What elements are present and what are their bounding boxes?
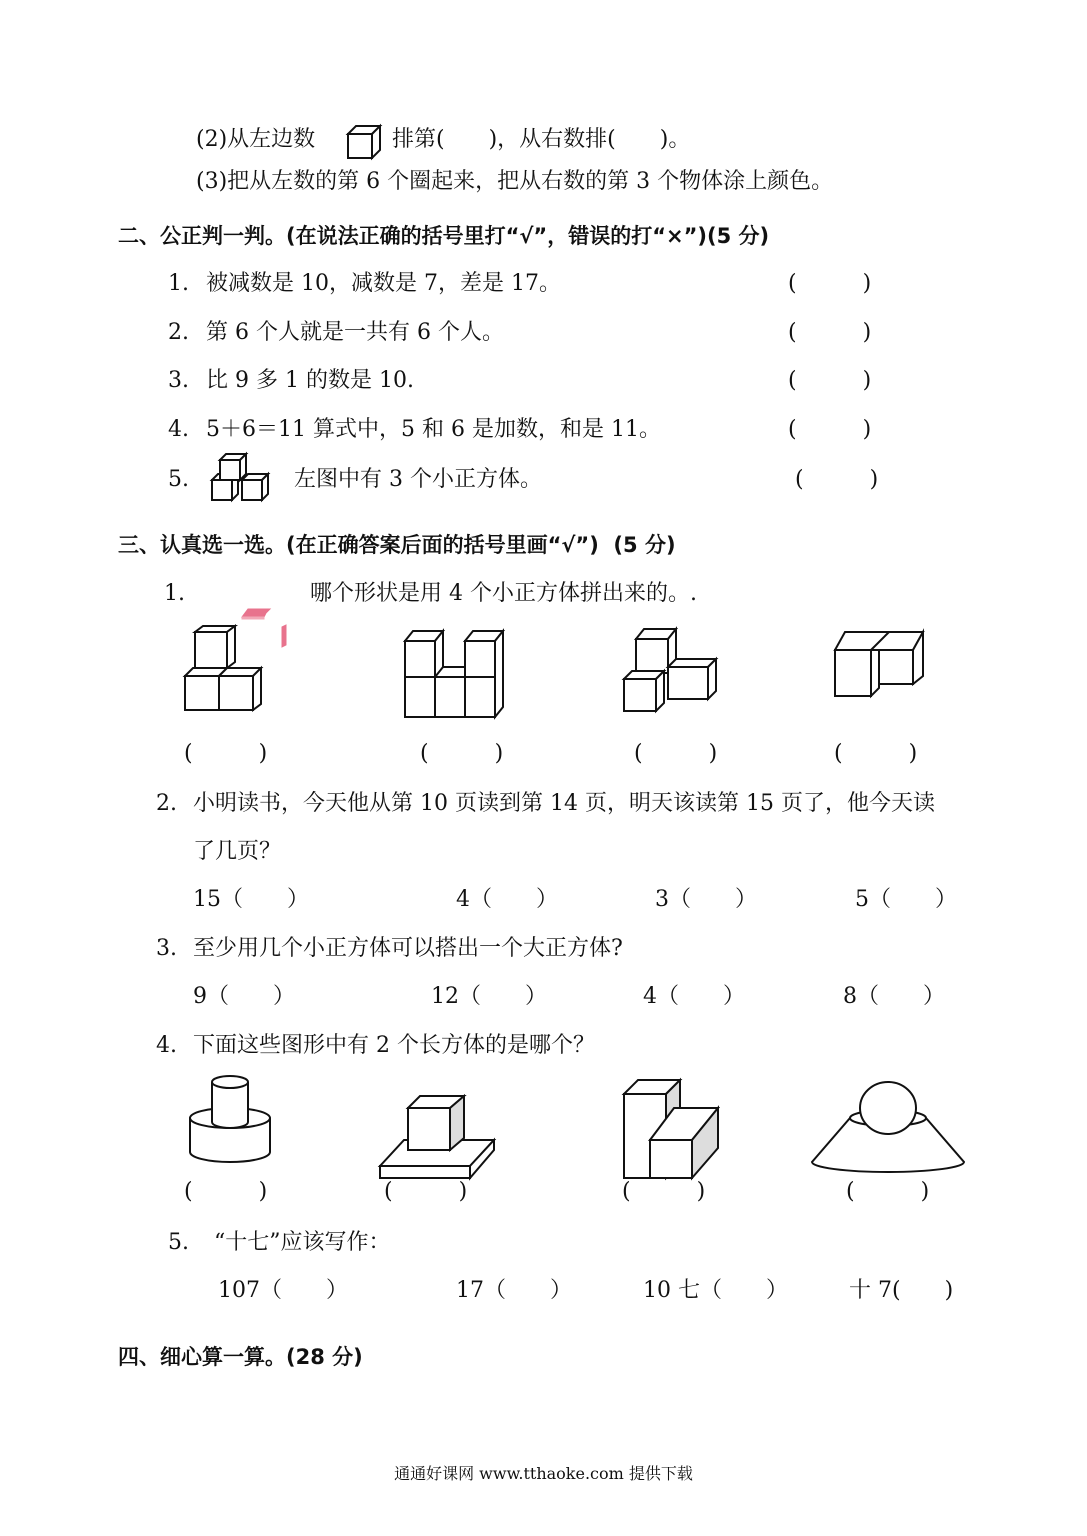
ball-on-cone-figure xyxy=(810,1078,966,1176)
cube-icon xyxy=(344,124,384,162)
judge-4-text: 5＋6＝11 算式中，5 和 6 是加数，和是 11。 xyxy=(206,417,661,442)
choice-4-paren-b[interactable]: ( ) xyxy=(384,1179,468,1204)
choice-2-num: 2. xyxy=(156,791,177,816)
choice-5-option-a[interactable]: 107（ ） xyxy=(218,1278,348,1303)
cube-on-slab-figure xyxy=(378,1092,496,1184)
q3-text: (3)把从左数的第 6 个圈起来，把从右数的第 3 个物体涂上颜色。 xyxy=(196,169,834,194)
judge-5-text: 左图中有 3 个小正方体。 xyxy=(294,467,542,492)
choice-2-option-a[interactable]: 15（ ） xyxy=(193,887,309,912)
choice-3-option-d[interactable]: 8（ ） xyxy=(843,984,945,1009)
choice-5-option-d[interactable]: 十 7( ) xyxy=(849,1278,954,1303)
choice-4-paren-c[interactable]: ( ) xyxy=(622,1179,706,1204)
judge-1-num: 1. xyxy=(168,271,189,296)
choice-1-paren-b[interactable]: ( ) xyxy=(420,741,504,766)
choice-1-paren-d[interactable]: ( ) xyxy=(834,741,918,766)
shape-c-figure xyxy=(622,627,722,715)
choice-4-text: 下面这些图形中有 2 个长方体的是哪个？ xyxy=(193,1033,595,1058)
judge-1-text: 被减数是 10，减数是 7，差是 17。 xyxy=(206,271,561,296)
cylinder-stack-figure xyxy=(188,1072,274,1164)
choice-4-paren-a[interactable]: ( ) xyxy=(184,1179,268,1204)
page-footer: 通通好课网 www.tthaoke.com 提供下载 xyxy=(394,1464,693,1483)
judge-3-text: 比 9 多 1 的数是 10. xyxy=(206,368,414,393)
choice-1-text: 哪个形状是用 4 个小正方体拼出来的。. xyxy=(310,581,697,606)
three-cubes-figure xyxy=(208,452,274,508)
judge-2-answer[interactable]: ( ) xyxy=(788,320,872,345)
choice-2-option-d[interactable]: 5（ ） xyxy=(855,887,957,912)
choice-1-num: 1. xyxy=(164,581,185,606)
choice-2-line1: 小明读书，今天他从第 10 页读到第 14 页，明天该读第 15 页了，他今天读 xyxy=(193,791,935,816)
judge-2-num: 2. xyxy=(168,320,189,345)
shape-d-figure xyxy=(833,630,933,700)
choice-3-text: 至少用几个小正方体可以搭出一个大正方体? xyxy=(193,936,623,961)
shape-b-figure xyxy=(403,627,508,719)
judge-4-answer[interactable]: ( ) xyxy=(788,417,872,442)
choice-3-option-a[interactable]: 9（ ） xyxy=(193,984,295,1009)
choice-3-option-b[interactable]: 12（ ） xyxy=(431,984,547,1009)
judge-5-num: 5. xyxy=(168,467,189,492)
judge-2-text: 第 6 个人就是一共有 6 个人。 xyxy=(206,320,504,345)
choice-5-text: “十七”应该写作： xyxy=(214,1230,391,1255)
choice-2-line2: 了几页？ xyxy=(193,839,282,864)
choice-5-option-c[interactable]: 10 七（ ） xyxy=(643,1278,788,1303)
judge-5-answer[interactable]: ( ) xyxy=(795,467,879,492)
q2-text-a: (2)从左边数 xyxy=(196,127,316,152)
choice-3-num: 3. xyxy=(156,936,177,961)
choice-1-paren-a[interactable]: ( ) xyxy=(184,741,268,766)
choice-5-option-b[interactable]: 17（ ） xyxy=(456,1278,572,1303)
choice-1-paren-c[interactable]: ( ) xyxy=(634,741,718,766)
choice-4-num: 4. xyxy=(156,1033,177,1058)
section-3-title: 三、认真选一选。(在正确答案后面的括号里画“√”) (5 分) xyxy=(118,533,676,557)
section-4-title: 四、细心算一算。(28 分) xyxy=(118,1345,363,1369)
q2-text-b: 排第( )，从右数排( )。 xyxy=(392,127,691,152)
judge-3-num: 3. xyxy=(168,368,189,393)
choice-2-option-b[interactable]: 4（ ） xyxy=(456,887,558,912)
judge-4-num: 4. xyxy=(168,417,189,442)
choice-4-paren-d[interactable]: ( ) xyxy=(846,1179,930,1204)
choice-5-num: 5. xyxy=(168,1230,189,1255)
two-blocks-figure xyxy=(620,1078,724,1182)
judge-1-answer[interactable]: ( ) xyxy=(788,271,872,296)
choice-3-option-c[interactable]: 4（ ） xyxy=(643,984,745,1009)
choice-2-option-c[interactable]: 3（ ） xyxy=(655,887,757,912)
section-2-title: 二、公正判一判。(在说法正确的括号里打“√”，错误的打“×”)(5 分) xyxy=(118,224,770,248)
shape-a-figure xyxy=(183,624,278,716)
judge-3-answer[interactable]: ( ) xyxy=(788,368,872,393)
